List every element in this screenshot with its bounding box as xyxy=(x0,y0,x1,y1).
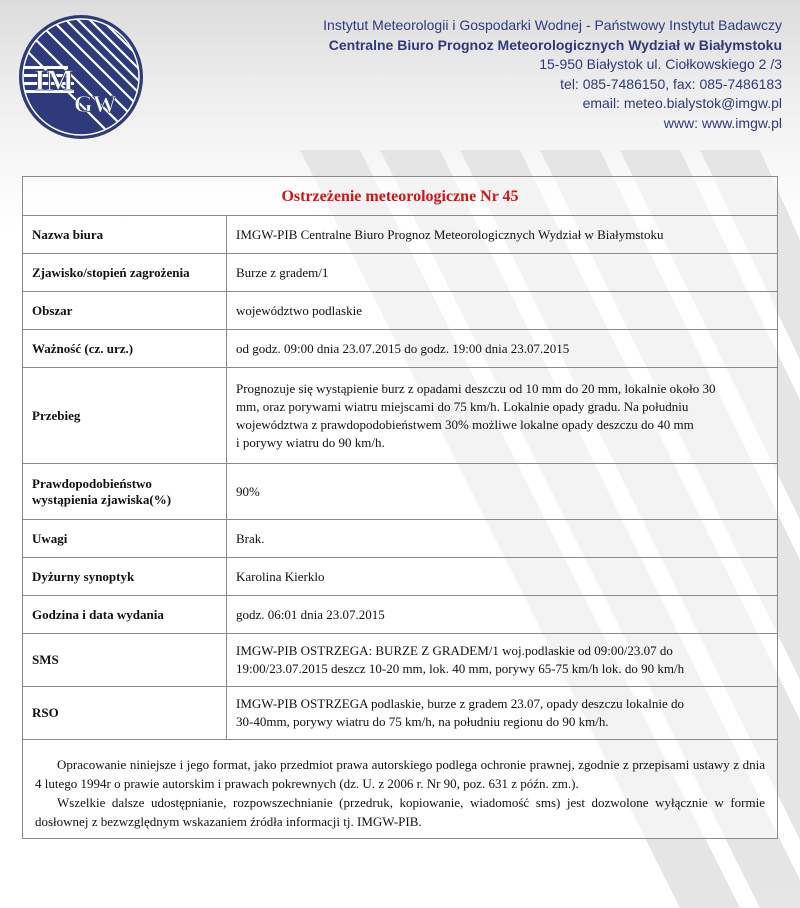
imgw-logo-icon xyxy=(18,14,144,140)
table-row xyxy=(23,464,777,520)
row-value: Burze z gradem/1 xyxy=(227,254,778,292)
row-label: Ważność (cz. urz.) xyxy=(23,330,227,368)
table-row xyxy=(23,330,777,368)
text-line: 30-40mm, porywy wiatru do 75 km/h, na południu regionu do 90 km/h. xyxy=(236,714,609,729)
row-value xyxy=(227,634,778,687)
table-row xyxy=(23,634,777,687)
row-label: Nazwa biura xyxy=(23,216,227,254)
row-value: IMGW-PIB Centralne Biuro Prognoz Meteorologicznych Wydział w Białymstoku xyxy=(227,216,778,254)
warning-document xyxy=(22,176,778,839)
row-label: Przebieg xyxy=(23,368,227,464)
warning-title: Ostrzeżenie meteorologiczne Nr 45 xyxy=(23,177,777,216)
usage-paragraph: Wszelkie dalsze udostępnianie, rozpowszechnianie (przedruk, kopiowanie, wiadomość sms) jest dozwolone wyłącznie w formie dosłownej z bezwzględnym wskazaniem źródła informacji tj. IMGW-PIB. xyxy=(35,795,765,829)
warning-table xyxy=(23,215,777,740)
table-row xyxy=(23,558,777,596)
email: email: meteo.bialystok@imgw.pl xyxy=(582,95,782,111)
svg-text:GW: GW xyxy=(74,92,117,118)
copyright-paragraph: Opracowanie niniejsze i jego format, jako przedmiot prawa autorskiego podlega ochronie prawnej, zgodnie z przepisami ustawy z dnia 4 lutego 1994r o prawie autorskim i prawach pokrewnych (dz. U. z 2006 r. Nr 90, poz. 631 z późn. zm.). xyxy=(35,757,765,791)
row-label: Uwagi xyxy=(23,520,227,558)
letterhead xyxy=(0,0,800,150)
table-row xyxy=(23,216,777,254)
row-label: Dyżurny synoptyk xyxy=(23,558,227,596)
table-row xyxy=(23,520,777,558)
institute-name: Instytut Meteorologii i Gospodarki Wodnej - Państwowy Instytut Badawczy xyxy=(323,17,782,33)
table-row xyxy=(23,687,777,740)
table-row xyxy=(23,596,777,634)
row-label: SMS xyxy=(23,634,227,687)
table-row xyxy=(23,254,777,292)
office-name: Centralne Biuro Prognoz Meteorologicznych Wydział w Białymstoku xyxy=(328,36,782,53)
text-line: IMGW-PIB OSTRZEGA podlaskie, burze z gradem 23.07, opady deszczu lokalnie do xyxy=(236,696,685,711)
svg-text:IM: IM xyxy=(34,64,74,97)
table-row xyxy=(23,368,777,464)
row-label xyxy=(23,464,227,520)
row-label: Zjawisko/stopień zagrożenia xyxy=(23,254,227,292)
row-value: 90% xyxy=(227,464,778,520)
table-row xyxy=(23,292,777,330)
row-value xyxy=(227,368,778,464)
row-label: Obszar xyxy=(23,292,227,330)
website: www: www.imgw.pl xyxy=(663,114,782,131)
row-value: godz. 06:01 dnia 23.07.2015 xyxy=(227,596,778,634)
text-line: wystąpienia zjawiska(%) xyxy=(32,491,172,507)
address: 15-950 Białystok ul. Ciołkowskiego 2 /3 xyxy=(539,56,782,72)
text-line: 19:00/23.07.2015 deszcz 10-20 mm, lok. 40 mm, porywy 65-75 km/h lok. do 90 km/h xyxy=(236,661,685,676)
row-value: województwo podlaskie xyxy=(227,292,778,330)
copyright-note xyxy=(23,747,777,831)
row-label: RSO xyxy=(23,687,227,740)
row-value: Karolina Kierklo xyxy=(227,558,778,596)
text-line: województwa z prawdopodobieństwem 30% możliwe lokalne opady deszczu do 40 mm xyxy=(236,416,694,432)
row-label: Godzina i data wydania xyxy=(23,596,227,634)
text-line: mm, oraz porywami wiatru miejscami do 75 km/h. Lokalnie opady gradu. Na południu xyxy=(236,398,689,414)
institute-contact xyxy=(323,16,782,133)
row-value: Brak. xyxy=(227,520,778,558)
row-value: od godz. 09:00 dnia 23.07.2015 do godz. 19:00 dnia 23.07.2015 xyxy=(227,330,778,368)
text-line: IMGW-PIB OSTRZEGA: BURZE Z GRADEM/1 woj.podlaskie od 09:00/23.07 do xyxy=(236,643,673,658)
phone-fax: tel: 085-7486150, fax: 085-7486183 xyxy=(560,75,782,92)
text-line: Prognozuje się wystąpienie burz z opadami deszczu od 10 mm do 20 mm, lokalnie około 30 xyxy=(236,380,716,396)
text-line: i porywy wiatru do 90 km/h. xyxy=(236,434,385,450)
row-value xyxy=(227,687,778,740)
text-line: Prawdopodobieństwo xyxy=(32,475,152,491)
